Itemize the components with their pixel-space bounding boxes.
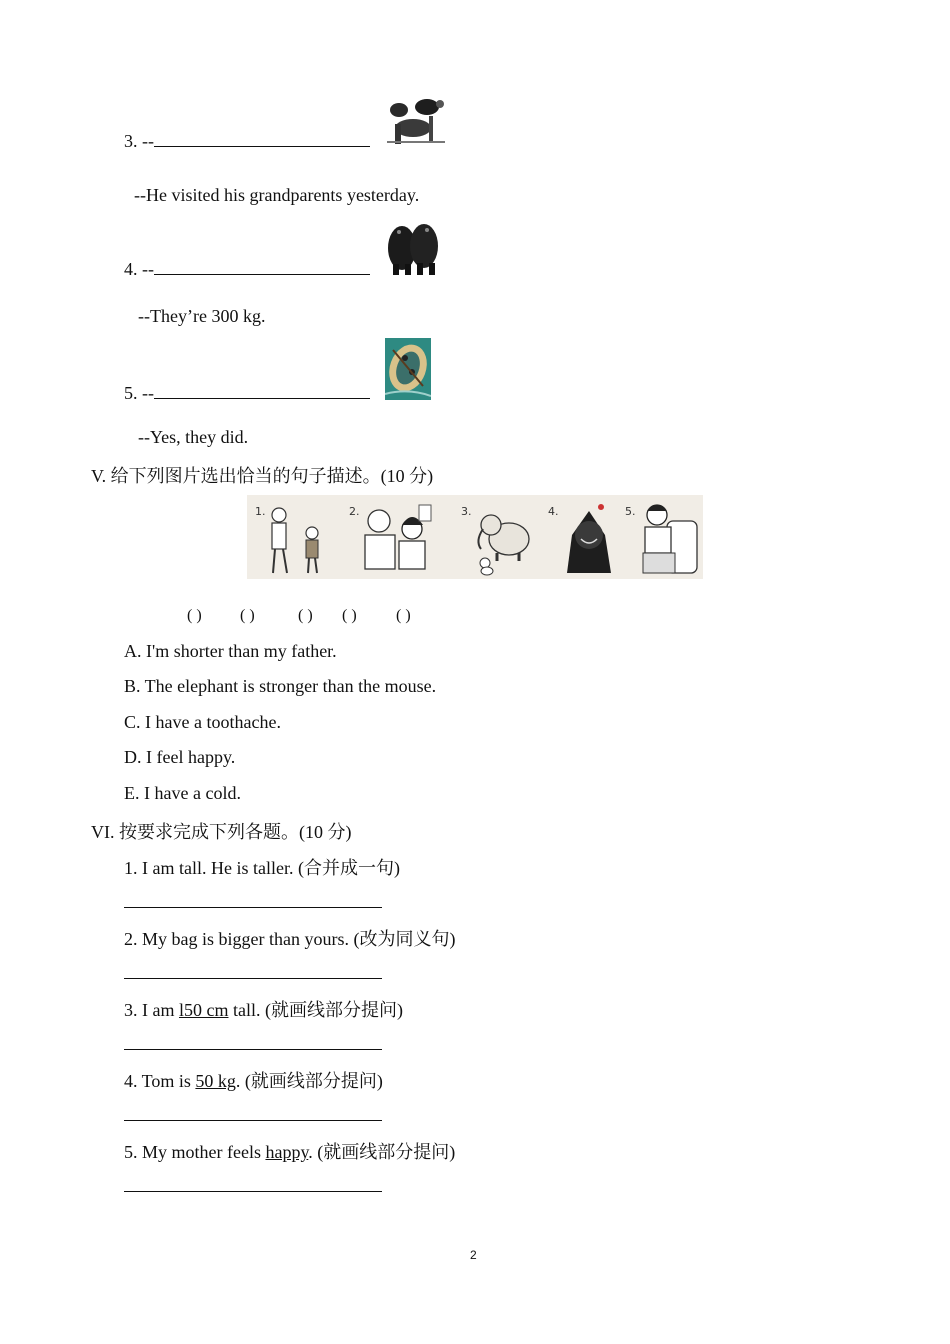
item-5-blank[interactable] [154, 382, 370, 399]
item-3-blank[interactable] [154, 130, 370, 147]
task-5 [124, 1138, 455, 1164]
item-3-number: 3. -- [124, 131, 154, 151]
section-5-heading: V. 给下列图片选出恰当的句子描述。(10 分) [91, 466, 434, 486]
picture-5-label: 5. [625, 505, 636, 518]
picture-1-label: 1. [255, 505, 266, 518]
task-4-instruction: . (就画线部分提问) [235, 1071, 383, 1091]
picture-3-label: 3. [461, 505, 472, 518]
option-b: B. The elephant is stronger than the mouse. [124, 676, 437, 696]
rafting-picture [385, 338, 431, 400]
item-4-blank[interactable] [154, 258, 370, 275]
task-4 [124, 1067, 383, 1093]
answer-blank-3[interactable]: ( ) [298, 607, 313, 624]
hippos-picture [385, 218, 441, 276]
answer-blank-4[interactable]: ( ) [342, 607, 357, 624]
task-3-instruction: tall. (就画线部分提问) [228, 1000, 403, 1020]
task-3-underlined: l50 cm [178, 1000, 229, 1020]
task-4-underlined: 50 kg [195, 1071, 236, 1091]
item-4-answer: --They’re 300 kg. [138, 306, 266, 326]
section-5-picture-strip [247, 495, 703, 579]
task-2 [124, 925, 455, 951]
answer-blank-1[interactable]: ( ) [187, 607, 202, 624]
page-number: 2 [470, 1248, 477, 1262]
item-4-number: 4. -- [124, 259, 154, 279]
answer-blank-2[interactable]: ( ) [240, 607, 255, 624]
item-5-number: 5. -- [124, 383, 154, 403]
item-3-answer: --He visited his grandparents yesterday. [134, 185, 420, 205]
grandparents-visit-picture [385, 98, 447, 148]
option-d: D. I feel happy. [124, 747, 236, 767]
option-e: E. I have a cold. [124, 783, 241, 803]
task-1-answer-line[interactable] [124, 907, 382, 908]
item-3-question [124, 130, 370, 152]
item-5-question [124, 382, 370, 404]
task-5-underlined: happy [265, 1142, 309, 1162]
task-3 [124, 996, 403, 1022]
task-4-text: 4. Tom is [124, 1071, 196, 1091]
section-6-heading: VI. 按要求完成下列各题。(10 分) [91, 822, 352, 842]
task-5-instruction: . (就画线部分提问) [308, 1142, 456, 1162]
task-2-text: 2. My bag is bigger than yours. (改为同义句) [124, 929, 456, 949]
task-3-answer-line[interactable] [124, 1049, 382, 1050]
picture-4-label: 4. [548, 505, 559, 518]
option-a: A. I'm shorter than my father. [124, 641, 337, 661]
item-5-answer: --Yes, they did. [138, 427, 249, 447]
item-4-question [124, 258, 370, 280]
task-5-text: 5. My mother feels [124, 1142, 266, 1162]
answer-blank-5[interactable]: ( ) [396, 607, 411, 624]
task-5-answer-line[interactable] [124, 1191, 382, 1192]
task-1 [124, 854, 400, 880]
option-c: C. I have a toothache. [124, 712, 281, 732]
task-4-answer-line[interactable] [124, 1120, 382, 1121]
task-1-text: 1. I am tall. He is taller. (合并成一句) [124, 858, 400, 878]
task-3-text: 3. I am [124, 1000, 179, 1020]
picture-2-label: 2. [349, 505, 360, 518]
task-2-answer-line[interactable] [124, 978, 382, 979]
